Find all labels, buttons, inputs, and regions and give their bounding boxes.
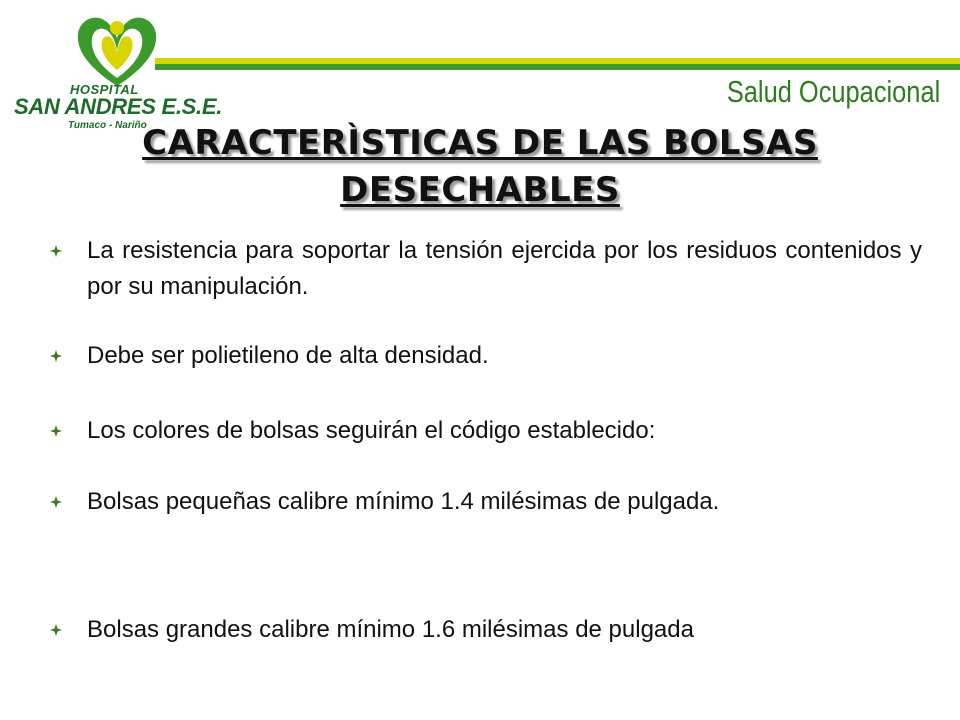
- slide-title: CARACTERÌSTICAS DE LAS BOLSAS DESECHABLES: [142, 123, 818, 210]
- bullet-text: Bolsas pequeñas calibre mínimo 1.4 milésimas de pulgada.: [87, 488, 720, 515]
- logo-place-text: Tumaco - Nariño: [68, 120, 147, 131]
- diamond-bullet-icon: [50, 425, 62, 437]
- diamond-bullet-icon: [50, 350, 62, 362]
- bullet-text: Debe ser polietileno de alta densidad.: [87, 342, 489, 369]
- logo-hospital-text: HOSPITAL: [70, 82, 139, 97]
- diamond-bullet-icon: [50, 496, 62, 508]
- diamond-bullet-icon: [50, 624, 62, 636]
- bullet-text: La resistencia para soportar la tensión ejercida por los residuos contenidos y por su manipulación.: [87, 237, 922, 300]
- bullet-text: Los colores de bolsas seguirán el código establecido:: [87, 417, 656, 444]
- diamond-bullet-icon: [50, 245, 62, 257]
- bullet-text: Bolsas grandes calibre mínimo 1.6 milésimas de pulgada: [87, 616, 694, 643]
- brand-label: Salud Ocupacional: [726, 74, 940, 109]
- logo-name-text: SAN ANDRES E.S.E.: [14, 94, 223, 119]
